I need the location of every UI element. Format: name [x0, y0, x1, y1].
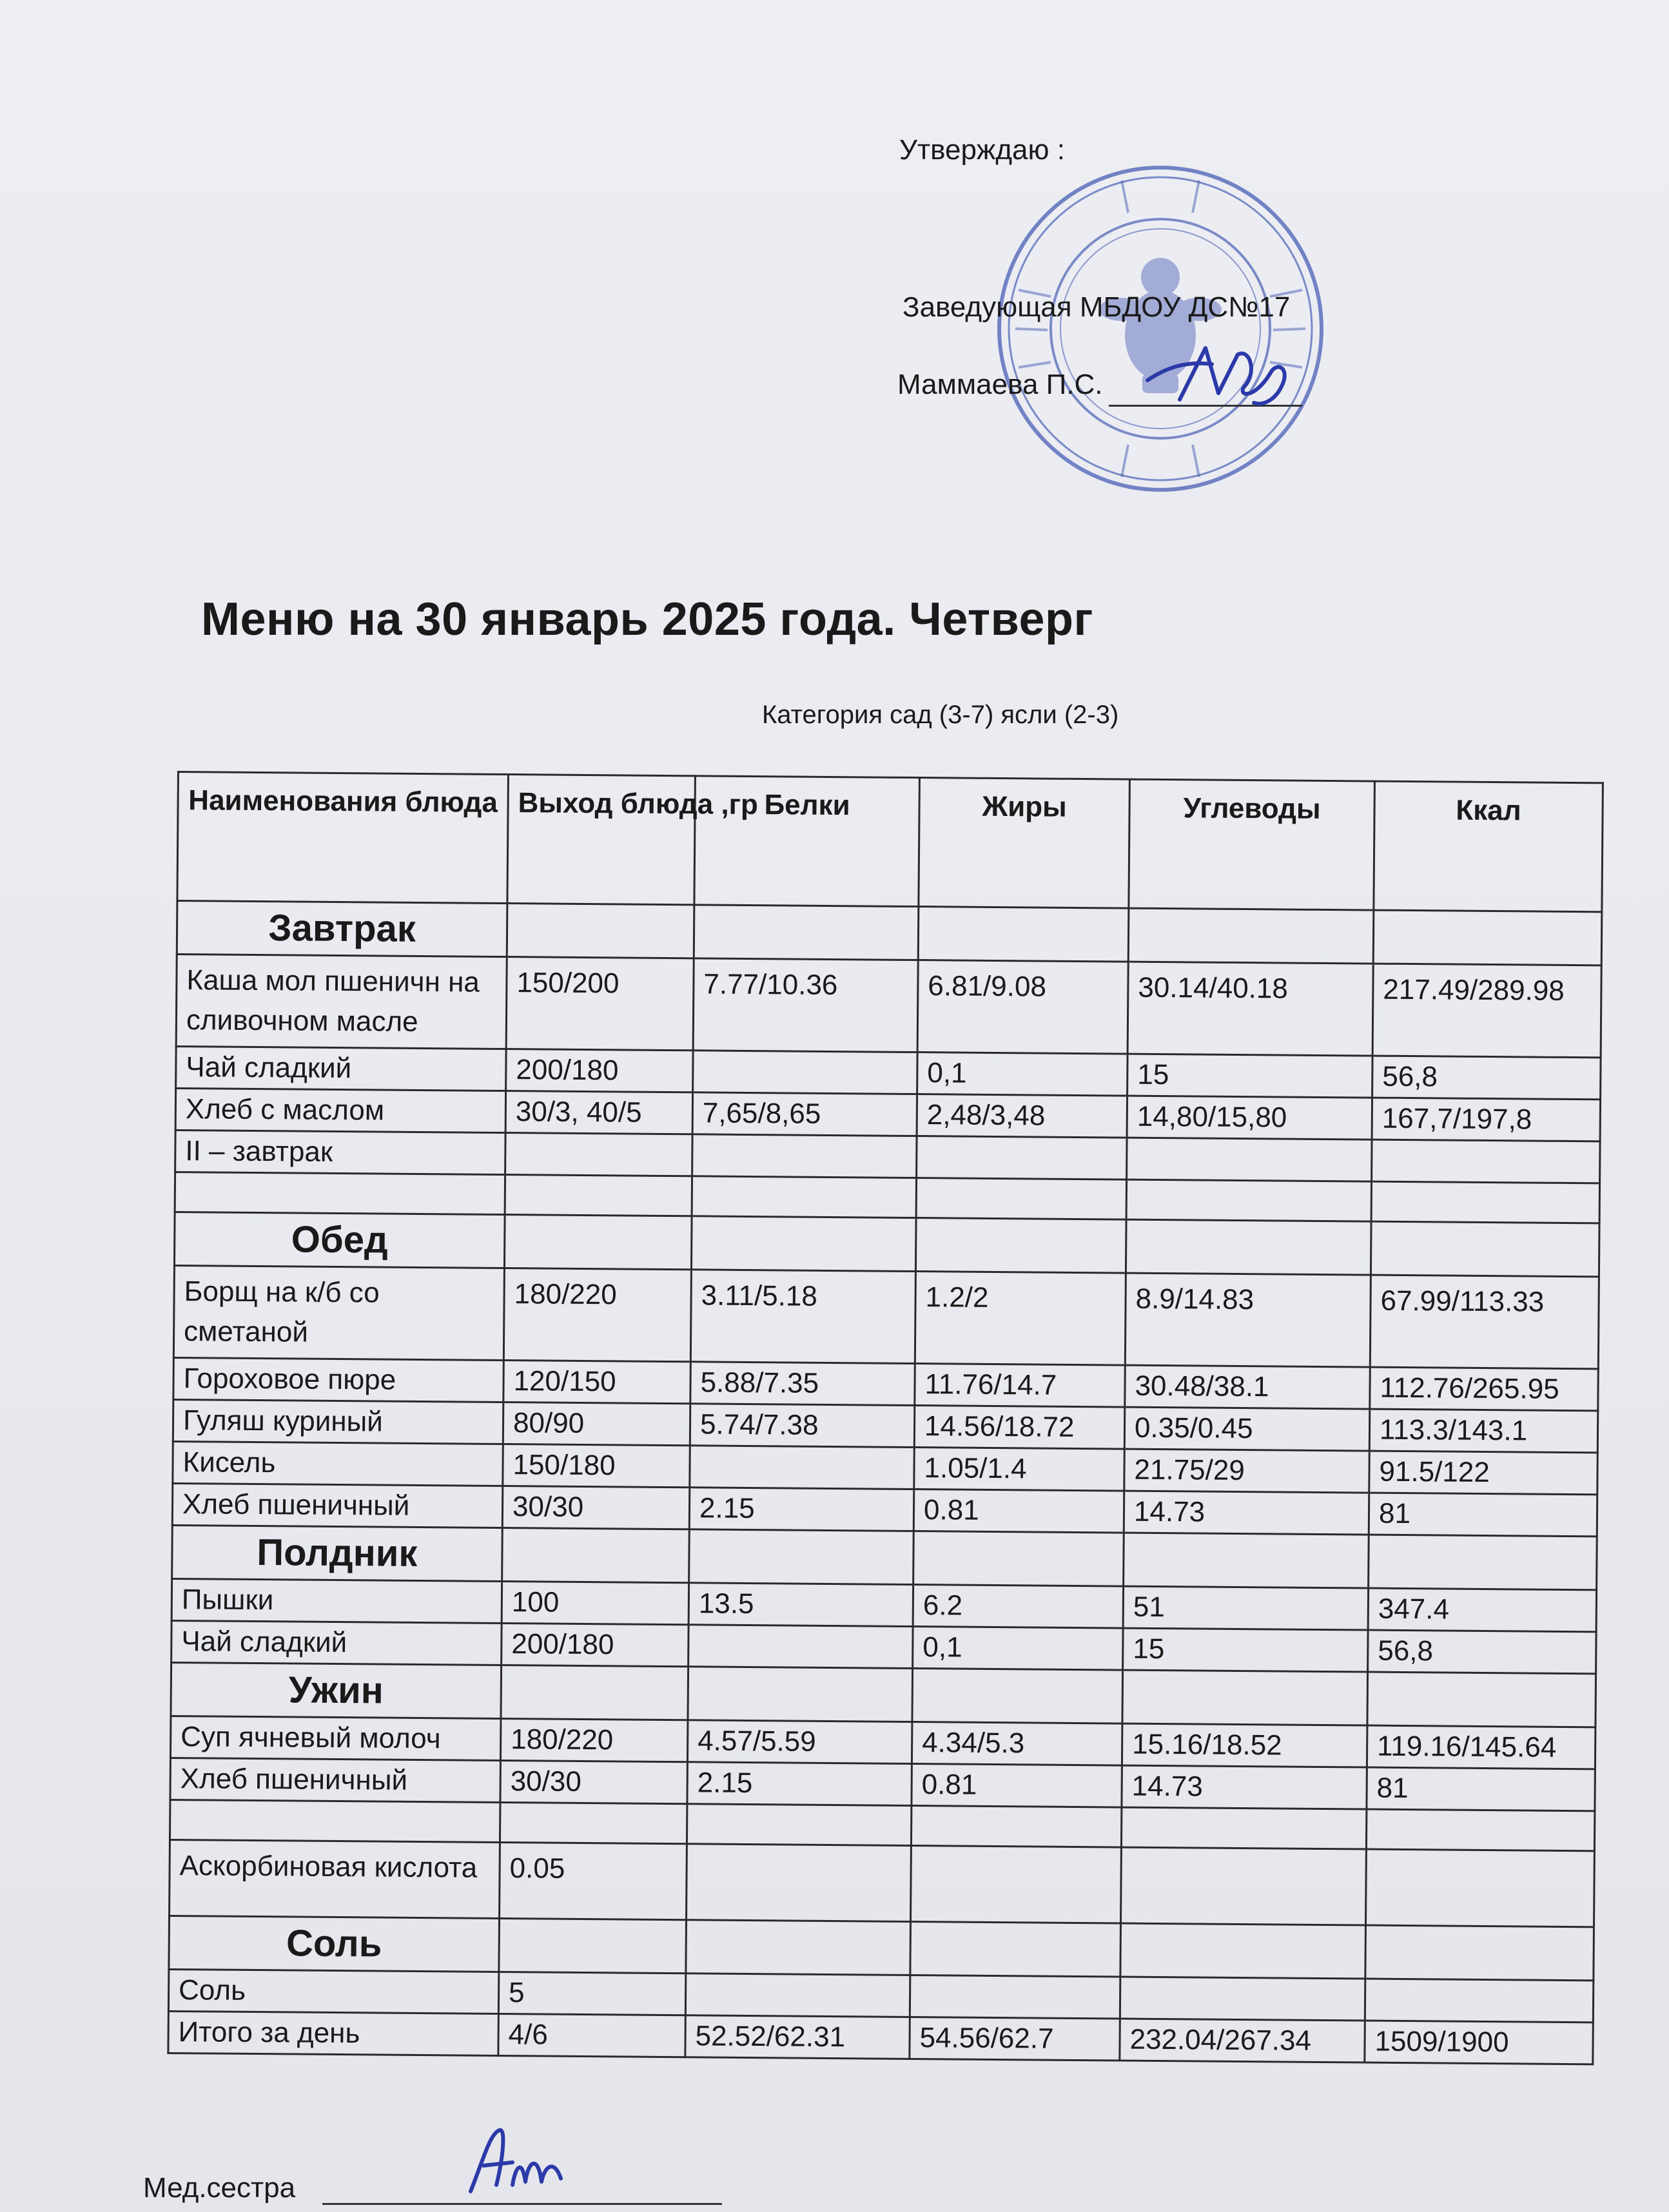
cell-portion: 120/150 — [503, 1361, 691, 1404]
header-carbs: Углеводы — [1129, 779, 1375, 910]
cell-fats — [916, 1178, 1126, 1220]
cell-kcal: 81 — [1367, 1767, 1595, 1811]
cell-kcal — [1371, 1181, 1599, 1223]
cell-portion — [504, 1215, 692, 1270]
cell-kcal — [1366, 1809, 1594, 1851]
cell-dish: Кисель — [173, 1441, 503, 1486]
cell-portion — [500, 1802, 687, 1843]
approval-position: Заведующая МБДОУ ДС№17 — [903, 291, 1291, 323]
nurse-label: Мед.сестра — [143, 2172, 296, 2204]
cell-kcal — [1365, 1925, 1594, 1981]
cell-kcal: 347.4 — [1368, 1588, 1596, 1632]
cell-portion — [505, 1175, 692, 1216]
cell-carbs: 8.9/14.83 — [1125, 1273, 1371, 1367]
cell-dish: Итого за день — [168, 2011, 498, 2055]
director-signature — [1141, 335, 1309, 412]
cell-kcal: 56,8 — [1368, 1630, 1596, 1674]
cell-dish: Каша мол пшеничн на сливочном масле — [176, 955, 507, 1049]
cell-proteins: 52.52/62.31 — [685, 2015, 910, 2059]
cell-proteins: 7.77/10.36 — [693, 958, 918, 1053]
cell-fats: 0.81 — [913, 1489, 1124, 1533]
cell-fats — [912, 1669, 1123, 1724]
cell-carbs: 14,80/15,80 — [1127, 1096, 1372, 1140]
cell-carbs: 14.73 — [1122, 1765, 1367, 1809]
header-fats: Жиры — [919, 778, 1130, 909]
cell-portion: 200/180 — [502, 1623, 689, 1666]
cell-portion — [505, 1133, 693, 1176]
cell-fats: 6.2 — [913, 1585, 1124, 1629]
cell-dish: Хлеб с маслом — [175, 1088, 505, 1132]
cell-carbs — [1120, 1923, 1366, 1979]
cell-portion: 80/90 — [503, 1402, 690, 1446]
cell-proteins: 2.15 — [687, 1762, 912, 1806]
cell-dish: Пышки — [171, 1578, 502, 1623]
cell-proteins — [688, 1625, 913, 1669]
cell-proteins — [689, 1529, 914, 1585]
cell-fats — [918, 907, 1129, 962]
section-title: Соль — [169, 1916, 500, 1972]
table-row — [173, 1265, 1599, 1368]
cell-fats — [910, 1975, 1120, 2019]
cell-kcal — [1365, 1849, 1594, 1927]
header-portion: Выход блюда ,гр — [507, 775, 696, 905]
cell-dish — [175, 1172, 505, 1214]
cell-kcal — [1372, 1140, 1600, 1183]
cell-fats — [910, 1921, 1121, 1977]
cell-proteins — [694, 905, 919, 960]
cell-proteins — [692, 1176, 916, 1218]
cell-kcal: 217.49/289.98 — [1372, 964, 1601, 1058]
cell-portion: 4/6 — [498, 2013, 686, 2057]
cell-dish: Соль — [168, 1969, 498, 2013]
cell-carbs: 0.35/0.45 — [1124, 1407, 1369, 1451]
cell-portion: 180/220 — [503, 1268, 691, 1362]
cell-portion — [507, 904, 694, 958]
nurse-signature — [451, 2120, 580, 2204]
cell-carbs: 21.75/29 — [1124, 1449, 1369, 1493]
cell-proteins — [690, 1446, 914, 1489]
cell-proteins — [685, 1974, 910, 2017]
cell-carbs: 51 — [1123, 1586, 1368, 1630]
cell-dish: Гороховое пюре — [173, 1357, 503, 1402]
cell-fats: 11.76/14.7 — [915, 1364, 1126, 1408]
section-title: Завтрак — [177, 901, 507, 957]
cell-carbs — [1126, 1179, 1371, 1221]
cell-dish: Гуляш куриный — [173, 1399, 503, 1444]
cell-proteins: 2.15 — [689, 1488, 913, 1531]
cell-carbs: 15 — [1127, 1054, 1372, 1098]
cell-kcal — [1365, 1979, 1593, 2023]
cell-proteins: 3.11/5.18 — [690, 1270, 915, 1364]
section-title: Обед — [174, 1212, 505, 1268]
cell-portion: 5 — [498, 1972, 686, 2015]
cell-kcal — [1373, 910, 1602, 965]
approval-label: Утверждаю : — [899, 134, 1065, 166]
cell-kcal: 81 — [1369, 1493, 1597, 1537]
cell-carbs — [1121, 1847, 1367, 1925]
cell-proteins — [687, 1804, 911, 1846]
cell-portion: 150/180 — [503, 1444, 690, 1488]
header-kcal: Ккал — [1374, 781, 1603, 912]
cell-portion: 100 — [502, 1581, 689, 1624]
category-subtitle: Категория сад (3-7) ясли (2-3) — [762, 701, 1119, 729]
menu-table — [167, 771, 1604, 2065]
cell-fats: 0,1 — [917, 1053, 1128, 1096]
cell-carbs — [1128, 908, 1374, 964]
cell-kcal: 91.5/122 — [1369, 1451, 1597, 1495]
cell-fats: 1.2/2 — [915, 1272, 1126, 1366]
cell-kcal — [1367, 1672, 1596, 1727]
cell-fats — [913, 1531, 1124, 1587]
cell-proteins — [693, 1051, 917, 1094]
cell-kcal — [1369, 1535, 1597, 1590]
cell-dish: II – завтрак — [175, 1130, 505, 1174]
cell-portion — [501, 1665, 688, 1720]
cell-carbs — [1127, 1138, 1372, 1181]
cell-kcal — [1371, 1221, 1599, 1277]
cell-dish: Борщ на к/б со сметаной — [173, 1265, 504, 1360]
cell-fats: 6.81/9.08 — [917, 960, 1128, 1054]
cell-dish: Суп ячневый молоч — [170, 1716, 500, 1760]
cell-dish: Хлеб пшеничный — [172, 1483, 502, 1528]
cell-carbs: 30.14/40.18 — [1127, 962, 1373, 1056]
cell-carbs — [1120, 1977, 1365, 2021]
cell-carbs: 15.16/18.52 — [1122, 1723, 1367, 1767]
cell-carbs: 14.73 — [1124, 1491, 1369, 1535]
cell-fats: 2,48/3,48 — [917, 1094, 1127, 1138]
cell-fats — [911, 1805, 1121, 1847]
cell-dish: Аскорбиновая кислота — [170, 1839, 500, 1918]
cell-fats — [915, 1218, 1126, 1274]
cell-fats: 54.56/62.7 — [910, 2017, 1120, 2061]
header-proteins: Белки — [694, 776, 920, 907]
cell-dish — [170, 1800, 500, 1842]
cell-carbs — [1122, 1670, 1368, 1725]
cell-dish: Чай сладкий — [171, 1620, 502, 1665]
cell-kcal: 67.99/113.33 — [1370, 1275, 1599, 1369]
header-dish-name: Наименования блюда — [177, 772, 509, 904]
table-header-row — [177, 772, 1603, 912]
cell-fats — [917, 1136, 1127, 1180]
cell-portion: 30/3, 40/5 — [505, 1091, 693, 1134]
section-title: Ужин — [171, 1662, 502, 1718]
cell-fats: 0.81 — [912, 1763, 1122, 1807]
cell-carbs: 30.48/38.1 — [1125, 1365, 1370, 1409]
cell-dish: Чай сладкий — [176, 1046, 506, 1091]
cell-carbs: 15 — [1123, 1628, 1368, 1672]
cell-kcal: 1509/1900 — [1365, 2021, 1593, 2064]
cell-proteins — [688, 1667, 913, 1722]
cell-fats: 0,1 — [913, 1627, 1124, 1671]
cell-portion: 180/220 — [500, 1718, 688, 1761]
cell-proteins: 13.5 — [688, 1583, 913, 1627]
cell-carbs — [1124, 1533, 1369, 1588]
cell-portion: 30/30 — [502, 1486, 690, 1529]
cell-dish: Хлеб пшеничный — [170, 1758, 500, 1802]
section-title: Полдник — [172, 1525, 503, 1581]
cell-fats — [911, 1845, 1122, 1923]
cell-kcal: 56,8 — [1372, 1056, 1601, 1100]
cell-carbs: 232.04/267.34 — [1120, 2019, 1365, 2062]
cell-kcal: 167,7/197,8 — [1372, 1098, 1600, 1141]
cell-kcal: 119.16/145.64 — [1367, 1725, 1595, 1769]
cell-kcal: 113.3/143.1 — [1369, 1409, 1597, 1453]
cell-portion: 30/30 — [500, 1760, 688, 1803]
cell-proteins — [687, 1844, 912, 1922]
cell-portion — [502, 1528, 690, 1582]
cell-portion — [499, 1918, 687, 1973]
cell-fats: 14.56/18.72 — [914, 1406, 1125, 1450]
page-title: Меню на 30 январь 2025 года. Четверг — [201, 594, 1093, 645]
cell-portion: 200/180 — [506, 1049, 694, 1092]
cell-carbs — [1121, 1807, 1366, 1849]
approval-name: Маммаева П.С. — [897, 369, 1103, 400]
cell-carbs — [1126, 1219, 1371, 1275]
cell-proteins — [686, 1920, 911, 1975]
cell-proteins: 5.88/7.35 — [690, 1362, 915, 1406]
cell-proteins: 7,65/8,65 — [692, 1092, 917, 1136]
cell-fats: 4.34/5.3 — [912, 1722, 1122, 1765]
cell-proteins: 4.57/5.59 — [687, 1720, 912, 1764]
cell-kcal: 112.76/265.95 — [1370, 1367, 1598, 1411]
cell-portion: 150/200 — [506, 957, 694, 1051]
cell-fats: 1.05/1.4 — [914, 1448, 1125, 1491]
cell-proteins: 5.74/7.38 — [690, 1404, 914, 1448]
table-row — [176, 955, 1601, 1058]
cell-proteins — [692, 1134, 917, 1178]
table-row — [170, 1839, 1595, 1926]
cell-portion: 0.05 — [500, 1842, 687, 1919]
official-seal — [993, 161, 1328, 496]
cell-proteins — [691, 1216, 916, 1272]
